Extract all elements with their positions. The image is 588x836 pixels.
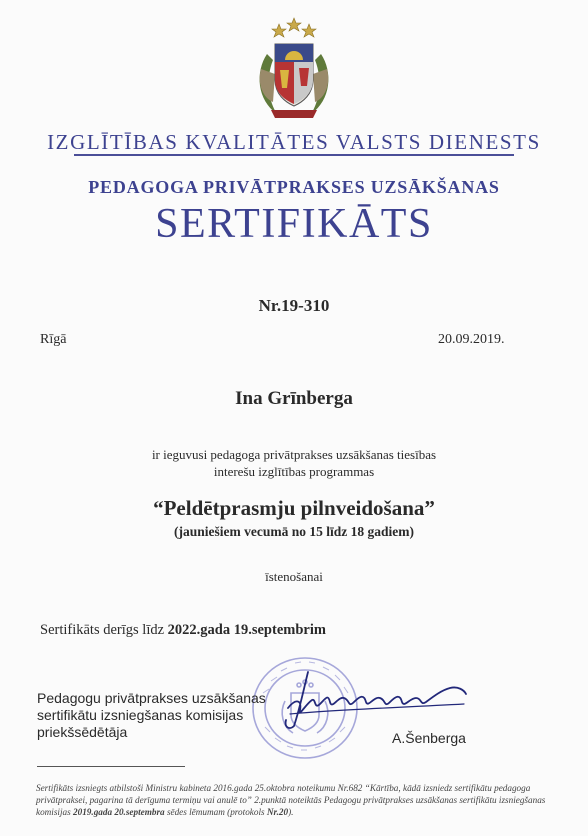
commission-line: Pedagogu privātprakses uzsākšanas bbox=[37, 690, 266, 706]
signer-name: A.Šenberga bbox=[392, 730, 466, 746]
validity-prefix: Sertifikāts derīgs līdz bbox=[40, 622, 168, 638]
commission-line: sertifikātu izsniegšanas komisijas bbox=[37, 707, 244, 723]
validity-statement bbox=[40, 622, 326, 639]
footnote-date: 2019.gada 20.septembra bbox=[73, 807, 165, 817]
program-age-note: (jauniešiem vecumā no 15 līdz 18 gadiem) bbox=[174, 524, 414, 539]
commission-line: priekšsēdētāja bbox=[37, 724, 128, 740]
footnote-text: ). bbox=[288, 807, 294, 817]
statement-line: interešu izglītības programmas bbox=[213, 464, 375, 479]
issuer-underline bbox=[74, 154, 514, 156]
purpose-text: īstenošanai bbox=[265, 569, 323, 584]
statement-line: ir ieguvusi pedagoga privātprakses uzsākšanas tiesības bbox=[151, 447, 437, 462]
validity-date: 2022.gada 19.septembrim bbox=[167, 622, 326, 638]
coat-of-arms-icon bbox=[247, 14, 341, 124]
signature-line bbox=[37, 766, 185, 767]
certificate-number: Nr.19-310 bbox=[258, 296, 330, 315]
recipient-name: Ina Grīnberga bbox=[235, 388, 353, 409]
rights-statement bbox=[0, 446, 588, 480]
issue-city: Rīgā bbox=[40, 332, 67, 347]
issue-date: 20.09.2019. bbox=[438, 332, 505, 347]
footnote-text: sēdes lēmumam (protokols bbox=[164, 807, 267, 817]
issuer-name: IZGLĪTĪBAS KVALITĀTES VALSTS DIENESTS bbox=[47, 130, 541, 154]
program-title: “Peldētprasmju pilnveidošana” bbox=[153, 496, 435, 520]
commission-chair-title bbox=[37, 690, 266, 741]
footnote-protocol: Nr.20 bbox=[266, 807, 289, 817]
signature-icon bbox=[250, 668, 480, 732]
certificate-subtitle: PEDAGOGA PRIVĀTPRAKSES UZSĀKŠANAS bbox=[88, 177, 500, 197]
legal-footnote bbox=[36, 782, 556, 818]
certificate-title: SERTIFIKĀTS bbox=[155, 201, 433, 247]
footnote-text: Sertifikāts izsniegts atbilstoši Ministru kabineta 2016.gada 25.oktobra noteikumu Nr.682 “Kārtība, kādā izsniedz sertifikātu pedagoga privātpraksei, pagarina tā derīguma termiņu vai anulē to” 2.punktā noteiktās Pedagogu privātprakses uzsākšanas sertifikātu izsniegšanas komisijas bbox=[36, 783, 546, 817]
